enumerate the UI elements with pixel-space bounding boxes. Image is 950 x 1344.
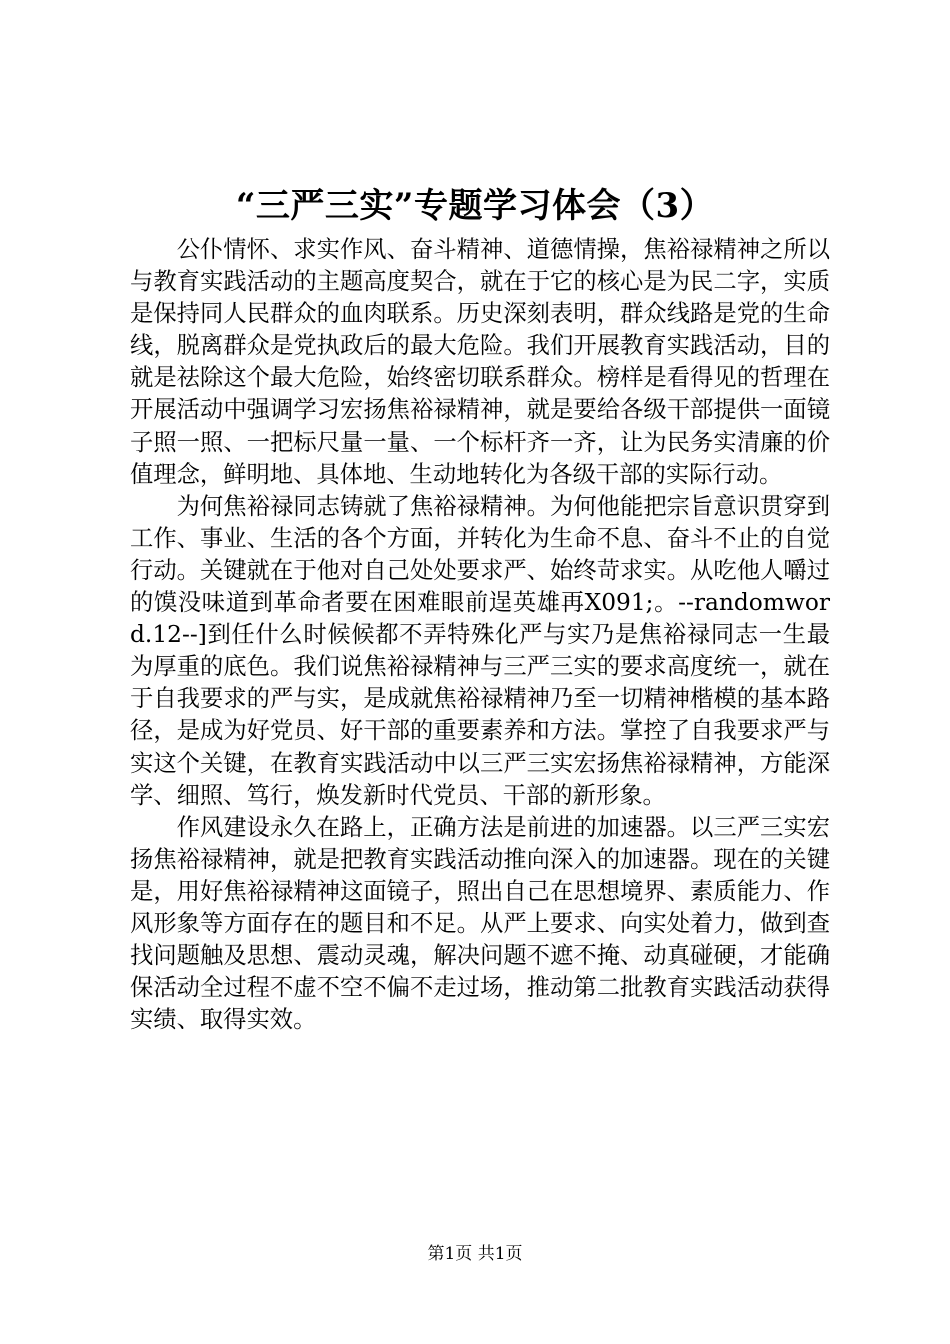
body-paragraph-1: 公仆情怀、求实作风、奋斗精神、道德情操，焦裕禄精神之所以与教育实践活动的主题高度契合，就在于它的核心是为民二字，实质是保持同人民群众的血肉联系。历史深刻表明，群众线路是党的生命线，脱离群众是党执政后的最大危险。我们开展教育实践活动，目的就是祛除这个最大危险，始终密切联系群众。榜样是看得见的哲理在开展活动中强调学习宏扬焦裕禄精神，就是要给各级干部提供一面镜子照一照、一把标尺量一量、一个标杆齐一齐，让为民务实清廉的价值理念，鲜明地、具体地、生动地转化为各级干部的实际行动。 — [130, 236, 830, 488]
body-paragraph-2: 为何焦裕禄同志铸就了焦裕禄精神。为何他能把宗旨意识贯穿到工作、事业、生活的各个方面，并转化为生命不息、奋斗不止的自觉行动。关键就在于他对自己处处要求严、始终苛求实。从吃他人嚼过的馍没味道到革命者要在困难眼前逞英雄再X091;。--randomword.12--]到任什么时候候都不弄特殊化严与实乃是焦裕禄同志一生最为厚重的底色。我们说焦裕禄精神与三严三实的要求高度统一，就在于自我要求的严与实，是成就焦裕禄精神乃至一切精神楷模的基本路径，是成为好党员、好干部的重要素养和方法。掌控了自我要求严与实这个关键，在教育实践活动中以三严三实宏扬焦裕禄精神，方能深学、细照、笃行，焕发新时代党员、干部的新形象。 — [130, 492, 830, 809]
document-title: “三严三实”专题学习体会（3） — [235, 186, 715, 226]
body-paragraph-3: 作风建设永久在路上，正确方法是前进的加速器。以三严三实宏扬焦裕禄精神，就是把教育实践活动推向深入的加速器。现在的关键是，用好焦裕禄精神这面镜子，照出自己在思想境界、素质能力、作风形象等方面存在的题目和不足。从严上要求、向实处着力，做到查找问题触及思想、震动灵魂，解决问题不遮不掩、动真碰硬，才能确保活动全过程不虚不空不偏不走过场，推动第二批教育实践活动获得实绩、取得实效。 — [130, 813, 830, 1034]
document-body — [130, 234, 830, 1036]
page-number-footer: 第1页 共1页 — [427, 1244, 523, 1264]
